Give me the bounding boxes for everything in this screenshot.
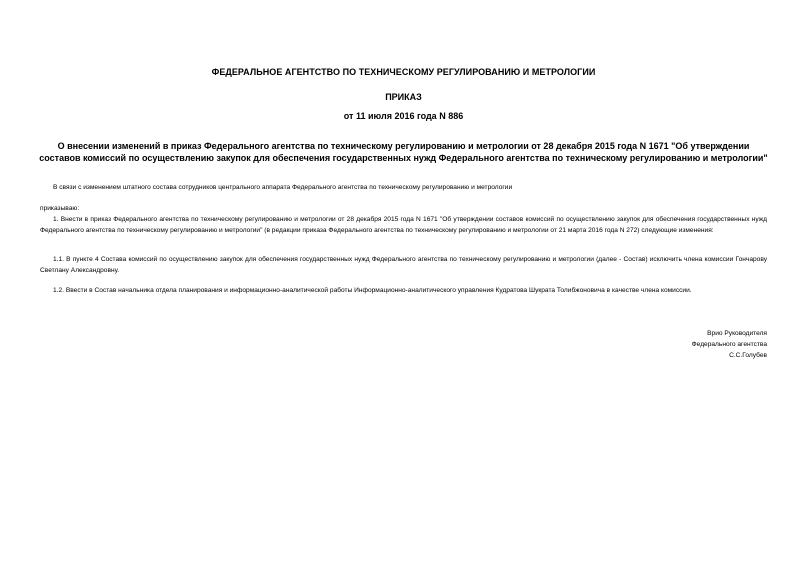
document-title: О внесении изменений в приказ Федерального агентства по техническому регулированию и метрологии от 28 декабря 2015 года N 1671 "Об утверждении составов комиссий по осуществлению закупок для обеспечения государственных нужд Федерального агентства по техническому регулированию и метрологии" <box>39 141 768 163</box>
agency-heading: ФЕДЕРАЛЬНОЕ АГЕНТСТВО ПО ТЕХНИЧЕСКОМУ РЕГУЛИРОВАНИЮ И МЕТРОЛОГИИ <box>211 67 596 77</box>
order-word: приказываю: <box>40 205 80 212</box>
item-1-2-paragraph: 1.2. Ввести в Состав начальника отдела планирования и информационно-аналитической работы Информационно-аналитического управления Кудратова Шукрата Толибжоновича в качестве члена комиссии. <box>53 287 692 294</box>
signature-name: С.С.Голубев <box>729 352 767 359</box>
date-number-line: от 11 июля 2016 года N 886 <box>343 111 464 121</box>
signature-position-line-1: Врио Руководителя <box>707 330 767 337</box>
preamble-paragraph: В связи с изменением штатного состава сотрудников центрального аппарата Федерального агентства по техническому регулированию и метрологии <box>53 184 513 191</box>
doc-type-heading: ПРИКАЗ <box>385 92 422 102</box>
item-1-paragraph: 1. Внести в приказ Федерального агентства по техническому регулированию и метрологии от 28 декабря 2015 года N 1671 "Об утверждении составов комиссий по осуществлению закупок для обеспечения государственных нужд Федерального агентства по техническому регулированию и метрологии" (в редакции приказа Федерального агентства по техническому регулированию и метрологии от 21 марта 2016 года N 272) следующие изменения: <box>40 216 767 234</box>
signature-position-line-2: Федерального агентства <box>691 341 767 348</box>
signature-block <box>692 328 767 361</box>
item-1-1-paragraph: 1.1. В пункте 4 Состава комиссий по осуществлению закупок для обеспечения государственных нужд Федерального агентства по техническому регулированию и метрологии (далее - Состав) исключить члена комиссии Гончарову Светлану Александровну. <box>40 256 767 274</box>
